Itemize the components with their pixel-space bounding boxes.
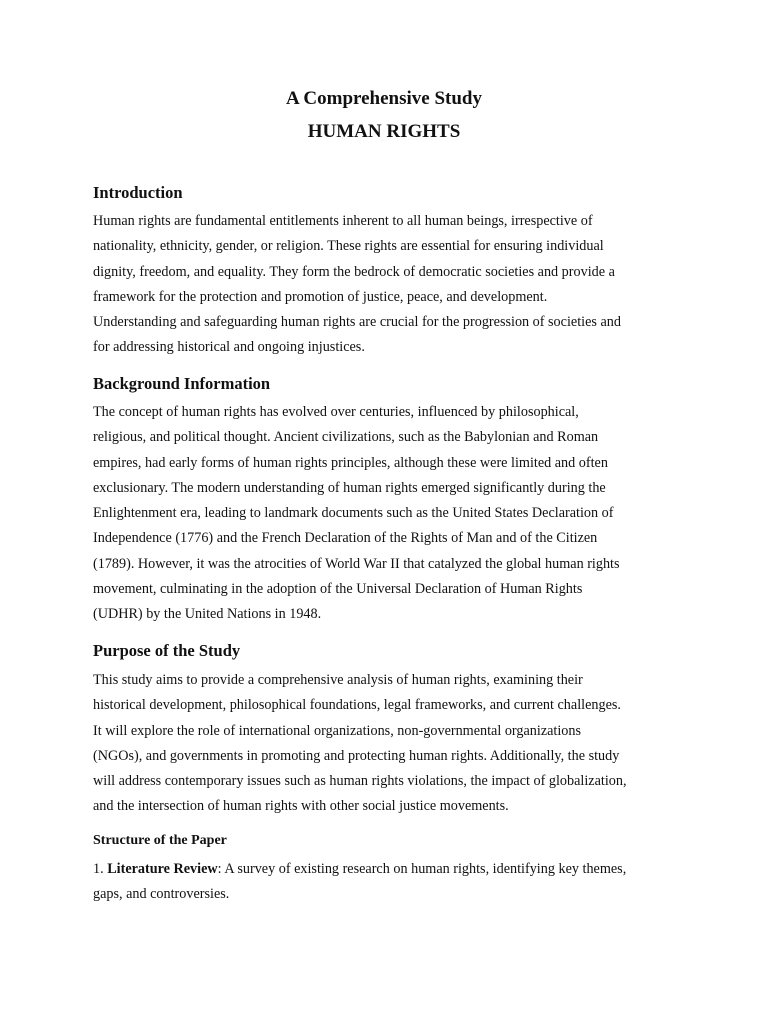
paragraph-line: empires, had early forms of human rights principles, although these were limited and often — [93, 454, 608, 471]
paragraph-line: and the intersection of human rights with other social justice movements. — [93, 798, 509, 815]
purpose-heading: Purpose of the Study — [93, 641, 241, 660]
list-item-term: Literature Review — [107, 861, 218, 877]
paragraph-line: movement, culminating in the adoption of the Universal Declaration of Human Rights — [93, 581, 583, 598]
introduction-paragraph — [93, 209, 693, 361]
document-title: A Comprehensive Study — [285, 88, 482, 109]
background-paragraph — [93, 400, 693, 628]
paragraph-line: This study aims to provide a comprehensive analysis of human rights, examining their — [93, 672, 583, 688]
purpose-paragraph — [93, 668, 693, 820]
paragraph-line: (1789). However, it was the atrocities of World War II that catalyzed the global human rights — [93, 555, 620, 572]
introduction-heading: Introduction — [93, 183, 183, 202]
paragraph-line: Enlightenment era, leading to landmark documents such as the United States Declaration of — [93, 505, 614, 522]
background-heading: Background Information — [93, 374, 271, 393]
document-subtitle: HUMAN RIGHTS — [307, 121, 461, 142]
paragraph-line: Human rights are fundamental entitlements inherent to all human beings, irrespective of — [93, 213, 593, 229]
paragraph-line: Understanding and safeguarding human rights are crucial for the progression of societies and — [93, 314, 621, 331]
paragraph-line: Independence (1776) and the French Declaration of the Rights of Man and of the Citizen — [93, 530, 598, 547]
list-item-text: : A survey of existing research on human rights, identifying key themes, — [217, 861, 627, 877]
paragraph-line: (UDHR) by the United Nations in 1948. — [93, 606, 322, 623]
paragraph-line: nationality, ethnicity, gender, or religion. These rights are essential for ensuring individual — [93, 238, 604, 255]
list-item-number: 1. — [93, 861, 108, 877]
paragraph-line: framework for the protection and promotion of justice, peace, and development. — [93, 288, 548, 305]
structure-heading: Structure of the Paper — [93, 833, 227, 848]
paragraph-line: The concept of human rights has evolved over centuries, influenced by philosophical, — [93, 404, 579, 420]
paragraph-line: exclusionary. The modern understanding of human rights emerged significantly during the — [93, 479, 606, 496]
paragraph-line: (NGOs), and governments in promoting and protecting human rights. Additionally, the study — [93, 747, 620, 764]
paragraph-line: will address contemporary issues such as human rights violations, the impact of globalization, — [93, 773, 627, 790]
paragraph-line: dignity, freedom, and equality. They form the bedrock of democratic societies and provide a — [93, 263, 615, 280]
list-item-line — [93, 857, 693, 882]
paragraph-line: It will explore the role of international organizations, non-governmental organizations — [93, 722, 582, 739]
structure-list-item-1 — [93, 857, 693, 908]
paragraph-line: for addressing historical and ongoing injustices. — [93, 339, 365, 356]
list-item-line: gaps, and controversies. — [93, 886, 230, 903]
paragraph-line: historical development, philosophical foundations, legal frameworks, and current challenges. — [93, 697, 621, 714]
paragraph-line: religious, and political thought. Ancient civilizations, such as the Babylonian and Roman — [93, 429, 599, 446]
